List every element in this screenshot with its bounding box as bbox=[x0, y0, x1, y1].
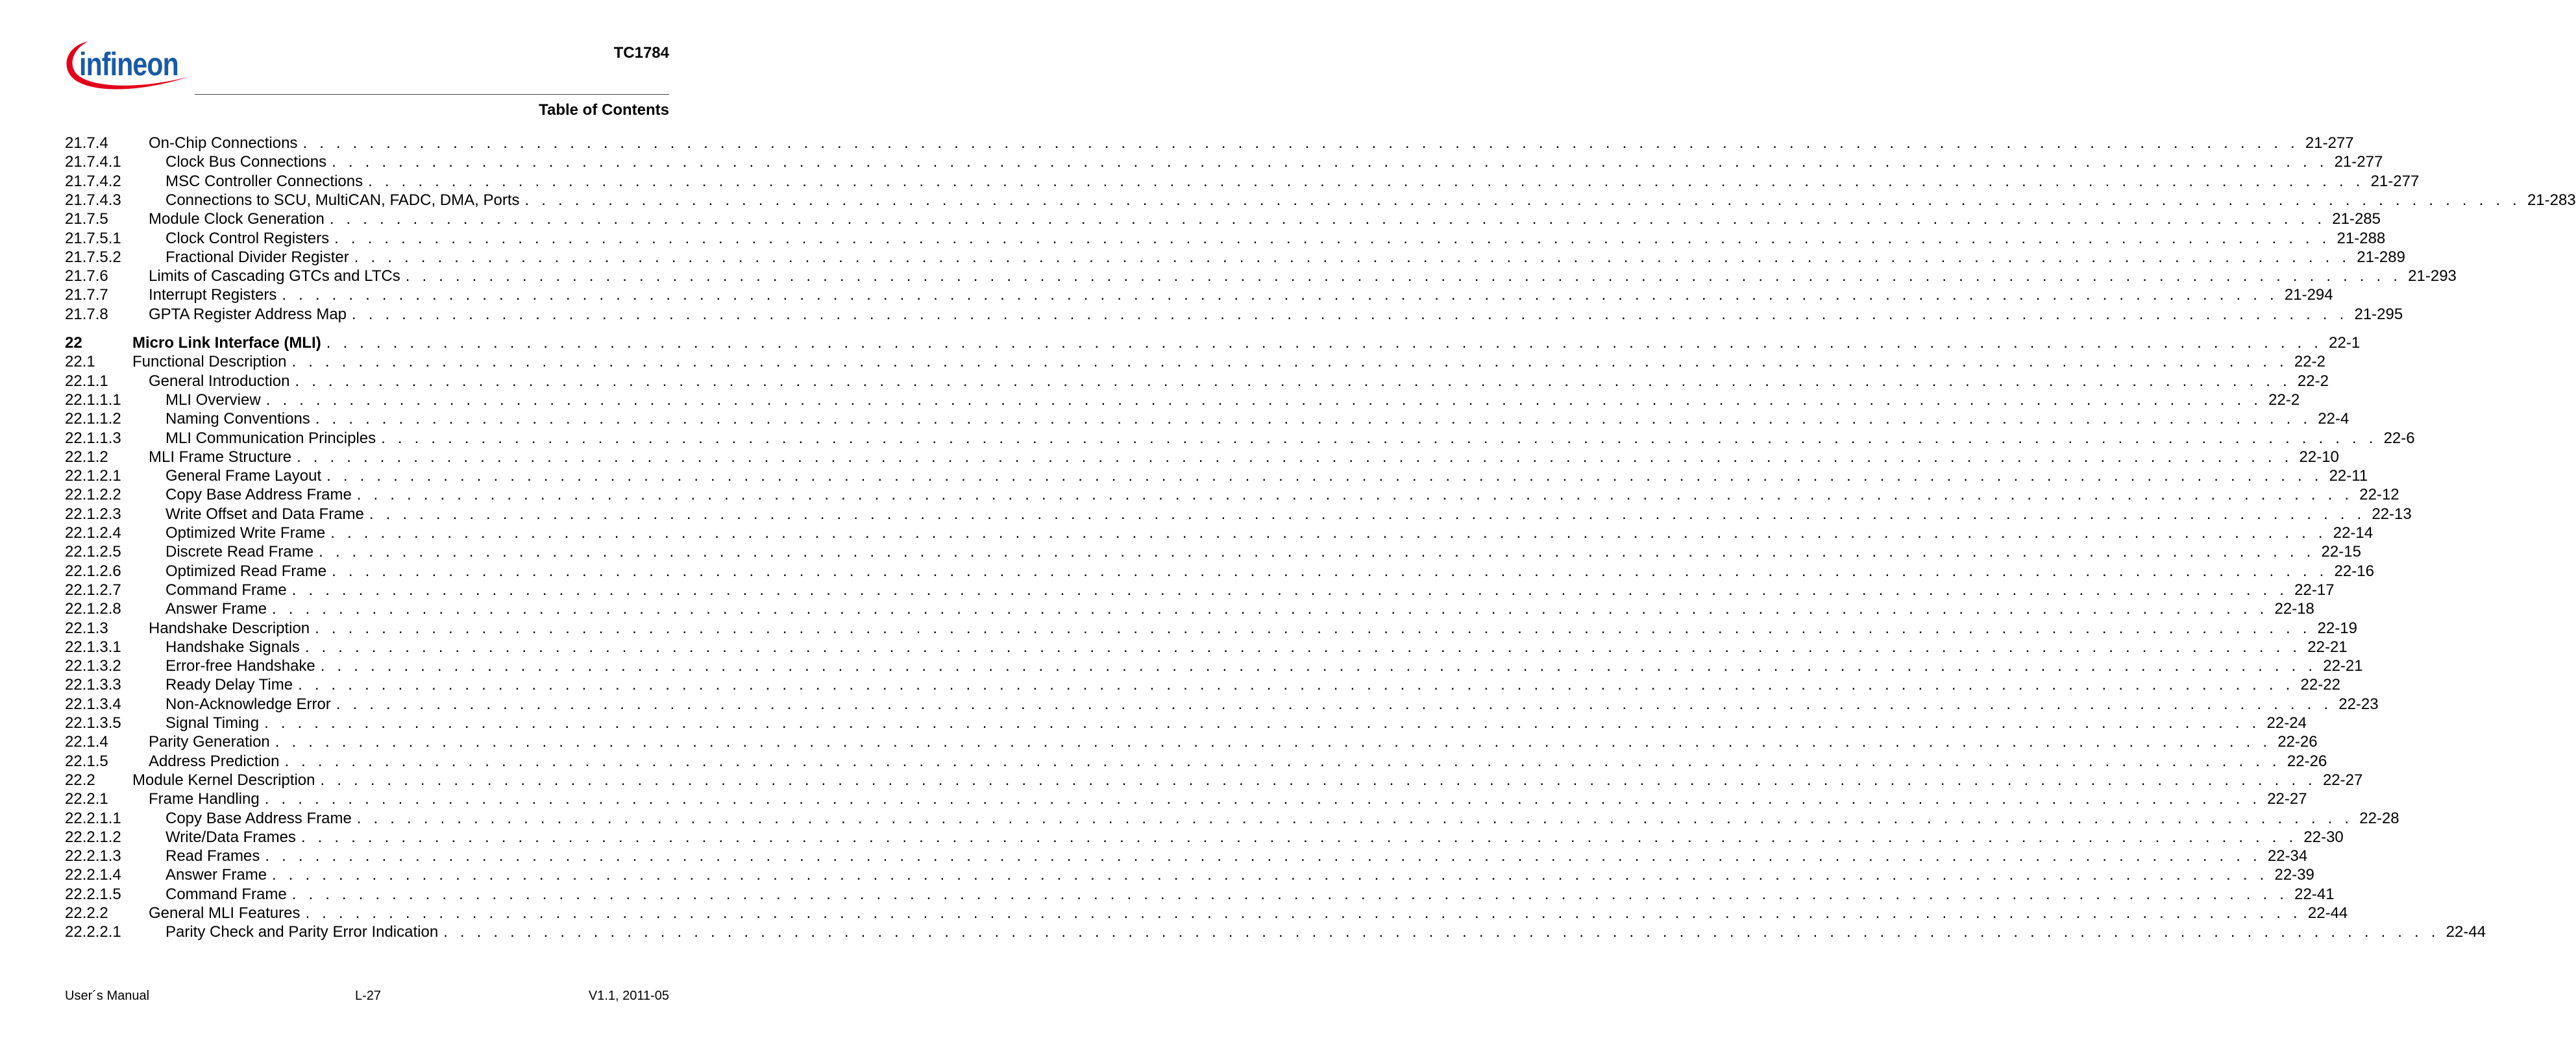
toc-title: Optimized Write Frame bbox=[166, 524, 326, 542]
toc-page-number: 21-277 bbox=[2305, 134, 2354, 152]
toc-entry bbox=[149, 732, 2318, 752]
toc-number: 21.7.4.2 bbox=[65, 172, 121, 190]
toc-title: Ready Delay Time bbox=[166, 676, 293, 694]
footer-manual-label: User´s Manual bbox=[65, 989, 150, 1003]
toc-row[interactable] bbox=[65, 429, 2415, 448]
toc-title: Address Prediction bbox=[149, 752, 280, 770]
toc-entry bbox=[166, 562, 2374, 581]
toc-row[interactable] bbox=[65, 485, 2399, 505]
toc-dot-leader: . . . . . . . . . . . . . . . . . . . . . . . . . . . . . . . . . . . . . . . . . . . . . . . . . . . . . . . . . . . . . . . . . . . . . . . . . . . . . . . . . . . . . . . . . . . . . . . . . . . . . . . . . . . . . . . . . . . . . . . . bbox=[297, 448, 2293, 466]
toc-row[interactable] bbox=[65, 847, 2308, 866]
toc-page-number: 22-27 bbox=[2267, 790, 2307, 808]
toc-row[interactable] bbox=[65, 409, 2349, 429]
toc-title: Command Frame bbox=[166, 885, 287, 903]
toc-dot-leader: . . . . . . . . . . . . . . . . . . . . . . . . . . . . . . . . . . . . . . . . . . . . . . . . . . . . . . . . . . . . . . . . . . . . . . . . . . . . . . . . . . . . . . . . . . . . . . . . . . . . . . . . . . . . . . . . . . . . . . . . bbox=[272, 866, 2268, 884]
toc-entry bbox=[166, 714, 2307, 733]
toc-title: Module Clock Generation bbox=[149, 210, 325, 228]
toc-page-number: 22-1 bbox=[2329, 334, 2361, 352]
toc-page-number: 22-10 bbox=[2299, 448, 2339, 466]
toc-title: Command Frame bbox=[166, 581, 287, 599]
toc-number: 22.1.2.5 bbox=[65, 543, 121, 561]
toc-title: Read Frames bbox=[166, 847, 260, 865]
toc-page-number: 21-283 bbox=[2527, 191, 2576, 209]
logo-wordmark: infineon bbox=[79, 46, 178, 82]
toc-number: 22.1 bbox=[65, 353, 95, 371]
toc-row[interactable] bbox=[65, 904, 2348, 923]
toc-page-number: 22-17 bbox=[2294, 581, 2335, 599]
toc-title: Interrupt Registers bbox=[149, 286, 277, 304]
toc-entry bbox=[149, 790, 2307, 809]
toc-number: 22.2.1.5 bbox=[65, 885, 121, 903]
toc-row[interactable] bbox=[65, 352, 2325, 372]
toc-number: 21.7.7 bbox=[65, 286, 108, 304]
toc-row[interactable] bbox=[65, 524, 2374, 543]
toc-page-number: 21-277 bbox=[2370, 172, 2420, 190]
toc-entry bbox=[166, 865, 2314, 885]
toc-title: Parity Check and Parity Error Indication bbox=[166, 923, 439, 941]
infineon-logo bbox=[62, 36, 192, 96]
toc-dot-leader: . . . . . . . . . . . . . . . . . . . . . . . . . . . . . . . . . . . . . . . . . . . . . . . . . . . . . . . . . . . . . . . . . . . . . . . . . . . . . . . . . . . . . . . . . . . . . . . . . . . . . . . . . . . . . . . . . . . . . . . . bbox=[264, 714, 2261, 732]
toc-number: 22.2.1.4 bbox=[65, 866, 121, 884]
toc-row[interactable] bbox=[65, 638, 2348, 657]
toc-row[interactable] bbox=[65, 828, 2344, 847]
toc-number: 22.1.3.2 bbox=[65, 657, 121, 675]
toc-dot-leader: . . . . . . . . . . . . . . . . . . . . . . . . . . . . . . . . . . . . . . . . . . . . . . . . . . . . . . . . . . . . . . . . . . . . . . . . . . . . . . . . . . . . . . . . . . . . . . . . . . . . . . . . . . . . . . . . . . . . . . . . bbox=[302, 134, 2299, 152]
toc-number: 21.7.4.1 bbox=[65, 153, 121, 171]
toc-page-number: 22-16 bbox=[2334, 562, 2374, 580]
toc-title: MSC Controller Connections bbox=[166, 172, 363, 190]
toc-title: Fractional Divider Register bbox=[166, 248, 349, 266]
toc-dot-leader: . . . . . . . . . . . . . . . . . . . . . . . . . . . . . . . . . . . . . . . . . . . . . . . . . . . . . . . . . . . . . . . . . . . . . . . . . . . . . . . . . . . . . . . . . . . . . . . . . . . . . . . . . . . . . . . . . . . . . . . . bbox=[334, 229, 2331, 247]
toc-entry bbox=[166, 847, 2308, 866]
toc-number: 22.1.2.6 bbox=[65, 562, 121, 580]
toc-number: 22.1.2.8 bbox=[65, 600, 121, 618]
toc-dot-leader: . . . . . . . . . . . . . . . . . . . . . . . . . . . . . . . . . . . . . . . . . . . . . . . . . . . . . . . . . . . . . . . . . . . . . . . . . . . . . . . . . . . . . . . . . . . . . . . . . . . . . . . . . . . . . . . . . . . . . . . . bbox=[368, 172, 2364, 190]
toc-title: Signal Timing bbox=[166, 714, 260, 732]
toc-dot-leader: . . . . . . . . . . . . . . . . . . . . . . . . . . . . . . . . . . . . . . . . . . . . . . . . . . . . . . . . . . . . . . . . . . . . . . . . . . . . . . . . . . . . . . . . . . . . . . . . . . . . . . . . . . . . . . . . . . . . . . . . bbox=[284, 752, 2281, 770]
toc-number: 21.7.4 bbox=[65, 134, 108, 152]
toc-row[interactable] bbox=[65, 229, 2386, 248]
toc-title: Limits of Cascading GTCs and LTCs bbox=[149, 267, 400, 285]
toc-row[interactable] bbox=[65, 267, 2457, 286]
toc-row[interactable] bbox=[65, 333, 2361, 353]
toc-page-number: 22-39 bbox=[2274, 866, 2314, 884]
toc-dot-leader: . . . . . . . . . . . . . . . . . . . . . . . . . . . . . . . . . . . . . . . . . . . . . . . . . . . . . . . . . . . . . . . . . . . . . . . . . . . . . . . . . . . . . . . . . . . . . . . . . . . . . . . . . . . . . . . . . . . . . . . . bbox=[264, 790, 2261, 808]
toc-page-number: 22-41 bbox=[2294, 885, 2335, 903]
toc-number: 22.1.5 bbox=[65, 752, 108, 770]
toc-number: 22.2.2 bbox=[65, 904, 108, 922]
toc-page-number: 22-27 bbox=[2322, 771, 2363, 789]
toc-row[interactable] bbox=[65, 210, 2381, 229]
toc-entry bbox=[149, 134, 2354, 153]
toc-dot-leader: . . . . . . . . . . . . . . . . . . . . . . . . . . . . . . . . . . . . . . . . . . . . . . . . . . . . . . . . . . . . . . . . . . . . . . . . . . . . . . . . . . . . . . . . . . . . . . . . . . . . . . . . . . . . . . . . . . . . . . . . bbox=[330, 524, 2327, 542]
toc-page-number: 22-24 bbox=[2266, 714, 2307, 732]
toc-dot-leader: . . . . . . . . . . . . . . . . . . . . . . . . . . . . . . . . . . . . . . . . . . . . . . . . . . . . . . . . . . . . . . . . . . . . . . . . . . . . . . . . . . . . . . . . . . . . . . . . . . . . . . . . . . . . . . . . . . . . . . . . bbox=[320, 657, 2317, 675]
toc-row[interactable] bbox=[65, 599, 2314, 619]
toc-number: 22.1.2.3 bbox=[65, 505, 121, 523]
toc-row[interactable] bbox=[65, 581, 2335, 600]
toc-entry bbox=[166, 542, 2361, 562]
toc-title: MLI Communication Principles bbox=[166, 429, 376, 447]
toc-page-number: 22-6 bbox=[2383, 429, 2415, 447]
toc-number: 22.1.2.2 bbox=[65, 486, 121, 504]
toc-page-number: 22-11 bbox=[2329, 467, 2368, 485]
toc-entry bbox=[149, 448, 2339, 467]
toc-entry bbox=[166, 191, 2576, 210]
toc-entry bbox=[166, 229, 2386, 248]
toc-page-number: 21-288 bbox=[2337, 229, 2386, 247]
toc-page-number: 22-2 bbox=[2268, 391, 2300, 409]
toc-title: MLI Overview bbox=[166, 391, 261, 409]
toc-number: 22.2.1 bbox=[65, 790, 108, 808]
header-divider bbox=[195, 94, 669, 95]
toc-number: 22.2.1.2 bbox=[65, 828, 121, 846]
toc-entry bbox=[149, 285, 2333, 305]
toc-title: Frame Handling bbox=[149, 790, 260, 808]
toc-page-number: 22-21 bbox=[2323, 657, 2363, 675]
toc-page-number: 22-34 bbox=[2267, 847, 2308, 865]
toc-title: On-Chip Connections bbox=[149, 134, 298, 152]
toc-row[interactable] bbox=[65, 865, 2314, 885]
toc-number: 22.1.3.4 bbox=[65, 695, 121, 713]
toc-page-number: 22-44 bbox=[2446, 923, 2486, 941]
toc-dot-leader: . . . . . . . . . . . . . . . . . . . . . . . . . . . . . . . . . . . . . . . . . . . . . . . . . . . . . . . . . . . . . . . . . . . . . . . . . . . . . . . . . . . . . . . . . . . . . . . . . . . . . . . . . . . . . . . . . . . . . . . . bbox=[305, 904, 2301, 922]
toc-page-number: 21-285 bbox=[2332, 210, 2381, 228]
toc-number: 21.7.8 bbox=[65, 305, 108, 323]
footer-page-number: L-27 bbox=[354, 989, 382, 1003]
toc-page-number: 21-295 bbox=[2354, 305, 2403, 323]
toc-number: 22.2.1.3 bbox=[65, 847, 121, 865]
toc-page-number: 22-14 bbox=[2333, 524, 2374, 542]
toc-title: General Frame Layout bbox=[166, 467, 322, 485]
toc-dot-leader: . . . . . . . . . . . . . . . . . . . . . . . . . . . . . . . . . . . . . . . . . . . . . . . . . . . . . . . . . . . . . . . . . . . . . . . . . . . . . . . . . . . . . . . . . . . . . . . . . . . . . . . . . . . . . . . . . . . . . . . . bbox=[381, 429, 2377, 447]
toc-number: 22.2 bbox=[65, 771, 95, 789]
toc-dot-leader: . . . . . . . . . . . . . . . . . . . . . . . . . . . . . . . . . . . . . . . . . . . . . . . . . . . . . . . . . . . . . . . . . . . . . . . . . . . . . . . . . . . . . . . . . . . . . . . . . . . . . . . . . . . . . . . . . . . . . . . . bbox=[265, 391, 2263, 409]
toc-entry bbox=[166, 152, 2383, 172]
toc-title: Clock Control Registers bbox=[166, 229, 330, 247]
toc-number: 22.1.1 bbox=[65, 372, 108, 390]
toc-entry bbox=[166, 638, 2348, 657]
toc-dot-leader: . . . . . . . . . . . . . . . . . . . . . . . . . . . . . . . . . . . . . . . . . . . . . . . . . . . . . . . . . . . . . . . . . . . . . . . . . . . . . . . . . . . . . . . . . . . . . . . . . . . . . . . . . . . . . . . . . . . . . . . . bbox=[405, 267, 2402, 285]
toc-row[interactable] bbox=[65, 771, 2363, 790]
toc-dot-leader: . . . . . . . . . . . . . . . . . . . . . . . . . . . . . . . . . . . . . . . . . . . . . . . . . . . . . . . . . . . . . . . . . . . . . . . . . . . . . . . . . . . . . . . . . . . . . . . . . . . . . . . . . . . . . . . . . . . . . . . . bbox=[524, 191, 2521, 209]
toc-page-number: 22-21 bbox=[2307, 638, 2348, 656]
toc-number: 22.1.2.7 bbox=[65, 581, 121, 599]
toc-page-number: 21-289 bbox=[2357, 248, 2405, 266]
toc-page-number: 22-30 bbox=[2303, 828, 2344, 846]
toc-dot-leader: . . . . . . . . . . . . . . . . . . . . . . . . . . . . . . . . . . . . . . . . . . . . . . . . . . . . . . . . . . . . . . . . . . . . . . . . . . . . . . . . . . . . . . . . . . . . . . . . . . . . . . . . . . . . . . . . . . . . . . . . bbox=[332, 562, 2328, 580]
toc-dot-leader: . . . . . . . . . . . . . . . . . . . . . . . . . . . . . . . . . . . . . . . . . . . . . . . . . . . . . . . . . . . . . . . . . . . . . . . . . . . . . . . . . . . . . . . . . . . . . . . . . . . . . . . . . . . . . . . . . . . . . . . . bbox=[282, 286, 2278, 304]
toc-title: Naming Conventions bbox=[166, 410, 310, 428]
toc-row[interactable] bbox=[65, 191, 2576, 210]
toc-dot-leader: . . . . . . . . . . . . . . . . . . . . . . . . . . . . . . . . . . . . . . . . . . . . . . . . . . . . . . . . . . . . . . . . . . . . . . . . . . . . . . . . . . . . . . . . . . . . . . . . . . . . . . . . . . . . . . . . . . . . . . . . bbox=[329, 210, 2326, 228]
toc-entry bbox=[166, 581, 2335, 600]
toc-title: Module Kernel Description bbox=[132, 771, 315, 789]
toc-number: 22.1.3.1 bbox=[65, 638, 121, 656]
toc-dot-leader: . . . . . . . . . . . . . . . . . . . . . . . . . . . . . . . . . . . . . . . . . . . . . . . . . . . . . . . . . . . . . . . . . . . . . . . . . . . . . . . . . . . . . . . . . . . . . . . . . . . . . . . . . . . . . . . . . . . . . . . . bbox=[356, 486, 2353, 504]
toc-row[interactable] bbox=[65, 152, 2383, 172]
toc-row[interactable] bbox=[65, 714, 2307, 733]
toc-entry bbox=[132, 333, 2361, 353]
toc-page-number: 21-277 bbox=[2334, 153, 2383, 171]
toc-title: General MLI Features bbox=[149, 904, 301, 922]
toc-number: 22.2.2.1 bbox=[65, 923, 121, 941]
toc-dot-leader: . . . . . . . . . . . . . . . . . . . . . . . . . . . . . . . . . . . . . . . . . . . . . . . . . . . . . . . . . . . . . . . . . . . . . . . . . . . . . . . . . . . . . . . . . . . . . . . . . . . . . . . . . . . . . . . . . . . . . . . . bbox=[291, 353, 2288, 371]
toc-row[interactable] bbox=[65, 675, 2340, 695]
toc-title: Copy Base Address Frame bbox=[166, 809, 352, 827]
toc-entry bbox=[149, 372, 2329, 391]
toc-page-number: 22-44 bbox=[2307, 904, 2348, 922]
toc-dot-leader: . . . . . . . . . . . . . . . . . . . . . . . . . . . . . . . . . . . . . . . . . . . . . . . . . . . . . . . . . . . . . . . . . . . . . . . . . . . . . . . . . . . . . . . . . . . . . . . . . . . . . . . . . . . . . . . . . . . . . . . . bbox=[319, 543, 2315, 561]
toc-title: Non-Acknowledge Error bbox=[166, 695, 331, 713]
toc-entry bbox=[166, 485, 2399, 505]
toc-page-number: 22-4 bbox=[2318, 410, 2349, 428]
toc-entry bbox=[149, 619, 2357, 638]
toc-entry bbox=[166, 466, 2368, 486]
toc-row[interactable] bbox=[65, 790, 2307, 809]
toc-row[interactable] bbox=[65, 923, 2486, 942]
toc-number: 21.7.6 bbox=[65, 267, 108, 285]
toc-dot-leader: . . . . . . . . . . . . . . . . . . . . . . . . . . . . . . . . . . . . . . . . . . . . . . . . . . . . . . . . . . . . . . . . . . . . . . . . . . . . . . . . . . . . . . . . . . . . . . . . . . . . . . . . . . . . . . . . . . . . . . . . bbox=[315, 619, 2311, 637]
toc-entry bbox=[166, 695, 2379, 714]
toc-row[interactable] bbox=[65, 372, 2329, 391]
toc-entry bbox=[166, 505, 2412, 524]
toc-title: Parity Generation bbox=[149, 733, 270, 751]
toc-page-number: 22-26 bbox=[2277, 733, 2318, 751]
toc-page-number: 22-13 bbox=[2372, 505, 2412, 523]
toc-number: 22.1.1.3 bbox=[65, 429, 121, 447]
toc-dot-leader: . . . . . . . . . . . . . . . . . . . . . . . . . . . . . . . . . . . . . . . . . . . . . . . . . . . . . . . . . . . . . . . . . . . . . . . . . . . . . . . . . . . . . . . . . . . . . . . . . . . . . . . . . . . . . . . . . . . . . . . . bbox=[275, 733, 2272, 751]
footer-version: V1.1, 2011-05 bbox=[588, 989, 669, 1003]
toc-entry bbox=[166, 391, 2300, 410]
toc-entry bbox=[149, 752, 2327, 771]
toc-row[interactable] bbox=[65, 732, 2318, 752]
toc-row[interactable] bbox=[65, 619, 2357, 638]
toc-dot-leader: . . . . . . . . . . . . . . . . . . . . . . . . . . . . . . . . . . . . . . . . . . . . . . . . . . . . . . . . . . . . . . . . . . . . . . . . . . . . . . . . . . . . . . . . . . . . . . . . . . . . . . . . . . . . . . . . . . . . . . . . bbox=[336, 695, 2333, 713]
toc-dot-leader: . . . . . . . . . . . . . . . . . . . . . . . . . . . . . . . . . . . . . . . . . . . . . . . . . . . . . . . . . . . . . . . . . . . . . . . . . . . . . . . . . . . . . . . . . . . . . . . . . . . . . . . . . . . . . . . . . . . . . . . . bbox=[332, 153, 2328, 171]
toc-title: Handshake Description bbox=[149, 619, 310, 637]
toc-title: Error-free Handshake bbox=[166, 657, 315, 675]
toc-entry bbox=[149, 267, 2457, 286]
toc-title: Micro Link Interface (MLI) bbox=[132, 334, 321, 352]
toc-page-number: 22-2 bbox=[2297, 372, 2329, 390]
toc-title: Discrete Read Frame bbox=[166, 543, 314, 561]
toc-dot-leader: . . . . . . . . . . . . . . . . . . . . . . . . . . . . . . . . . . . . . . . . . . . . . . . . . . . . . . . . . . . . . . . . . . . . . . . . . . . . . . . . . . . . . . . . . . . . . . . . . . . . . . . . . . . . . . . . . . . . . . . . bbox=[265, 847, 2261, 865]
toc-number: 22.1.2 bbox=[65, 448, 108, 466]
toc-title: Optimized Read Frame bbox=[166, 562, 327, 580]
toc-title: Copy Base Address Frame bbox=[166, 486, 352, 504]
section-title: Table of Contents bbox=[539, 101, 669, 119]
toc-entry bbox=[149, 305, 2403, 324]
toc-row[interactable] bbox=[65, 391, 2300, 410]
toc-page-number: 22-28 bbox=[2359, 809, 2399, 827]
toc-row[interactable] bbox=[65, 809, 2399, 828]
toc-dot-leader: . . . . . . . . . . . . . . . . . . . . . . . . . . . . . . . . . . . . . . . . . . . . . . . . . . . . . . . . . . . . . . . . . . . . . . . . . . . . . . . . . . . . . . . . . . . . . . . . . . . . . . . . . . . . . . . . . . . . . . . . bbox=[354, 248, 2351, 266]
toc-row[interactable] bbox=[65, 172, 2420, 191]
toc-title: General Introduction bbox=[149, 372, 290, 390]
toc-page-number: 22-23 bbox=[2338, 695, 2379, 713]
toc-number: 22.1.3.3 bbox=[65, 676, 121, 694]
toc-entry bbox=[166, 657, 2363, 676]
toc-title: Write Offset and Data Frame bbox=[166, 505, 364, 523]
toc-title: Answer Frame bbox=[166, 866, 267, 884]
toc-number: 22.1.2.1 bbox=[65, 467, 121, 485]
toc-entry bbox=[132, 771, 2363, 790]
toc-number: 22.1.1.2 bbox=[65, 410, 121, 428]
toc-page-number: 22-26 bbox=[2287, 752, 2327, 770]
toc-page-number: 22-18 bbox=[2274, 600, 2314, 618]
toc-entry bbox=[166, 524, 2374, 543]
toc-dot-leader: . . . . . . . . . . . . . . . . . . . . . . . . . . . . . . . . . . . . . . . . . . . . . . . . . . . . . . . . . . . . . . . . . . . . . . . . . . . . . . . . . . . . . . . . . . . . . . . . . . . . . . . . . . . . . . . . . . . . . . . . bbox=[320, 771, 2316, 789]
toc-entry bbox=[166, 429, 2415, 448]
toc-dot-leader: . . . . . . . . . . . . . . . . . . . . . . . . . . . . . . . . . . . . . . . . . . . . . . . . . . . . . . . . . . . . . . . . . . . . . . . . . . . . . . . . . . . . . . . . . . . . . . . . . . . . . . . . . . . . . . . . . . . . . . . . bbox=[315, 410, 2312, 428]
toc-page-number: 21-294 bbox=[2284, 286, 2333, 304]
toc-page-number: 22-15 bbox=[2321, 543, 2361, 561]
toc-dot-leader: . . . . . . . . . . . . . . . . . . . . . . . . . . . . . . . . . . . . . . . . . . . . . . . . . . . . . . . . . . . . . . . . . . . . . . . . . . . . . . . . . . . . . . . . . . . . . . . . . . . . . . . . . . . . . . . . . . . . . . . . bbox=[272, 600, 2268, 618]
toc-number: 22.1.4 bbox=[65, 733, 108, 751]
toc-dot-leader: . . . . . . . . . . . . . . . . . . . . . . . . . . . . . . . . . . . . . . . . . . . . . . . . . . . . . . . . . . . . . . . . . . . . . . . . . . . . . . . . . . . . . . . . . . . . . . . . . . . . . . . . . . . . . . . . . . . . . . . . bbox=[304, 638, 2301, 656]
toc-row[interactable] bbox=[65, 542, 2361, 562]
toc-page-number: 22-19 bbox=[2317, 619, 2357, 637]
toc-number: 22.1.3 bbox=[65, 619, 108, 637]
toc-entry bbox=[166, 409, 2349, 429]
toc-entry bbox=[166, 172, 2420, 191]
toc-row[interactable] bbox=[65, 752, 2327, 771]
toc-number: 21.7.5.1 bbox=[65, 229, 121, 247]
toc-page-number: 22-22 bbox=[2300, 676, 2340, 694]
toc-dot-leader: . . . . . . . . . . . . . . . . . . . . . . . . . . . . . . . . . . . . . . . . . . . . . . . . . . . . . . . . . . . . . . . . . . . . . . . . . . . . . . . . . . . . . . . . . . . . . . . . . . . . . . . . . . . . . . . . . . . . . . . . bbox=[291, 581, 2288, 599]
toc-entry bbox=[132, 352, 2325, 372]
toc-entry bbox=[166, 599, 2314, 619]
toc-row[interactable] bbox=[65, 248, 2405, 267]
toc-number: 21.7.5.2 bbox=[65, 248, 121, 266]
toc-dot-leader: . . . . . . . . . . . . . . . . . . . . . . . . . . . . . . . . . . . . . . . . . . . . . . . . . . . . . . . . . . . . . . . . . . . . . . . . . . . . . . . . . . . . . . . . . . . . . . . . . . . . . . . . . . . . . . . . . . . . . . . . bbox=[443, 923, 2440, 941]
toc-dot-leader: . . . . . . . . . . . . . . . . . . . . . . . . . . . . . . . . . . . . . . . . . . . . . . . . . . . . . . . . . . . . . . . . . . . . . . . . . . . . . . . . . . . . . . . . . . . . . . . . . . . . . . . . . . . . . . . . . . . . . . . . bbox=[326, 334, 2323, 352]
toc-entry bbox=[166, 885, 2335, 904]
toc-dot-leader: . . . . . . . . . . . . . . . . . . . . . . . . . . . . . . . . . . . . . . . . . . . . . . . . . . . . . . . . . . . . . . . . . . . . . . . . . . . . . . . . . . . . . . . . . . . . . . . . . . . . . . . . . . . . . . . . . . . . . . . . bbox=[298, 676, 2294, 694]
toc-title: Connections to SCU, MultiCAN, FADC, DMA, Ports bbox=[166, 191, 520, 209]
toc-number: 22.1.1.1 bbox=[65, 391, 121, 409]
toc-dot-leader: . . . . . . . . . . . . . . . . . . . . . . . . . . . . . . . . . . . . . . . . . . . . . . . . . . . . . . . . . . . . . . . . . . . . . . . . . . . . . . . . . . . . . . . . . . . . . . . . . . . . . . . . . . . . . . . . . . . . . . . . bbox=[291, 885, 2288, 903]
toc-entry bbox=[149, 210, 2381, 229]
toc-row[interactable] bbox=[65, 285, 2333, 305]
toc-number: 22.1.2.4 bbox=[65, 524, 121, 542]
toc-row[interactable] bbox=[65, 885, 2335, 904]
toc-title: GPTA Register Address Map bbox=[149, 305, 347, 323]
toc-number: 21.7.5 bbox=[65, 210, 108, 228]
toc-row[interactable] bbox=[65, 695, 2379, 714]
toc-title: MLI Frame Structure bbox=[149, 448, 292, 466]
toc-row[interactable] bbox=[65, 448, 2339, 467]
toc-entry bbox=[166, 248, 2405, 267]
toc-dot-leader: . . . . . . . . . . . . . . . . . . . . . . . . . . . . . . . . . . . . . . . . . . . . . . . . . . . . . . . . . . . . . . . . . . . . . . . . . . . . . . . . . . . . . . . . . . . . . . . . . . . . . . . . . . . . . . . . . . . . . . . . bbox=[326, 467, 2323, 485]
toc-page-number: 22-2 bbox=[2294, 353, 2325, 371]
toc-title: Handshake Signals bbox=[166, 638, 300, 656]
toc-row[interactable] bbox=[65, 657, 2363, 676]
toc-page-number: 21-293 bbox=[2408, 267, 2457, 285]
toc-title: Answer Frame bbox=[166, 600, 267, 618]
toc-dot-leader: . . . . . . . . . . . . . . . . . . . . . . . . . . . . . . . . . . . . . . . . . . . . . . . . . . . . . . . . . . . . . . . . . . . . . . . . . . . . . . . . . . . . . . . . . . . . . . . . . . . . . . . . . . . . . . . . . . . . . . . . bbox=[352, 305, 2348, 323]
toc-entry bbox=[166, 923, 2486, 942]
toc-title: Write/Data Frames bbox=[166, 828, 296, 846]
toc-row[interactable] bbox=[65, 134, 2354, 153]
toc-row[interactable] bbox=[65, 562, 2374, 581]
toc-entry bbox=[166, 809, 2399, 828]
toc-row[interactable] bbox=[65, 505, 2412, 524]
toc-dot-leader: . . . . . . . . . . . . . . . . . . . . . . . . . . . . . . . . . . . . . . . . . . . . . . . . . . . . . . . . . . . . . . . . . . . . . . . . . . . . . . . . . . . . . . . . . . . . . . . . . . . . . . . . . . . . . . . . . . . . . . . . bbox=[295, 372, 2291, 390]
toc-number: 22.2.1.1 bbox=[65, 809, 121, 827]
toc-number: 21.7.4.3 bbox=[65, 191, 121, 209]
toc-dot-leader: . . . . . . . . . . . . . . . . . . . . . . . . . . . . . . . . . . . . . . . . . . . . . . . . . . . . . . . . . . . . . . . . . . . . . . . . . . . . . . . . . . . . . . . . . . . . . . . . . . . . . . . . . . . . . . . . . . . . . . . . bbox=[369, 505, 2366, 523]
toc-number: 22.1.3.5 bbox=[65, 714, 121, 732]
toc-row[interactable] bbox=[65, 466, 2368, 486]
toc-entry bbox=[166, 675, 2340, 695]
toc-title: Clock Bus Connections bbox=[166, 153, 327, 171]
toc-entry bbox=[166, 828, 2344, 847]
toc-dot-leader: . . . . . . . . . . . . . . . . . . . . . . . . . . . . . . . . . . . . . . . . . . . . . . . . . . . . . . . . . . . . . . . . . . . . . . . . . . . . . . . . . . . . . . . . . . . . . . . . . . . . . . . . . . . . . . . . . . . . . . . . bbox=[356, 809, 2353, 827]
toc-entry bbox=[149, 904, 2348, 923]
toc-row[interactable] bbox=[65, 305, 2403, 324]
toc-dot-leader: . . . . . . . . . . . . . . . . . . . . . . . . . . . . . . . . . . . . . . . . . . . . . . . . . . . . . . . . . . . . . . . . . . . . . . . . . . . . . . . . . . . . . . . . . . . . . . . . . . . . . . . . . . . . . . . . . . . . . . . . bbox=[301, 828, 2298, 846]
toc-title: Functional Description bbox=[132, 353, 287, 371]
document-id: TC1784 bbox=[613, 44, 669, 62]
toc-page-number: 22-12 bbox=[2359, 486, 2399, 504]
toc-number: 22 bbox=[65, 334, 82, 352]
